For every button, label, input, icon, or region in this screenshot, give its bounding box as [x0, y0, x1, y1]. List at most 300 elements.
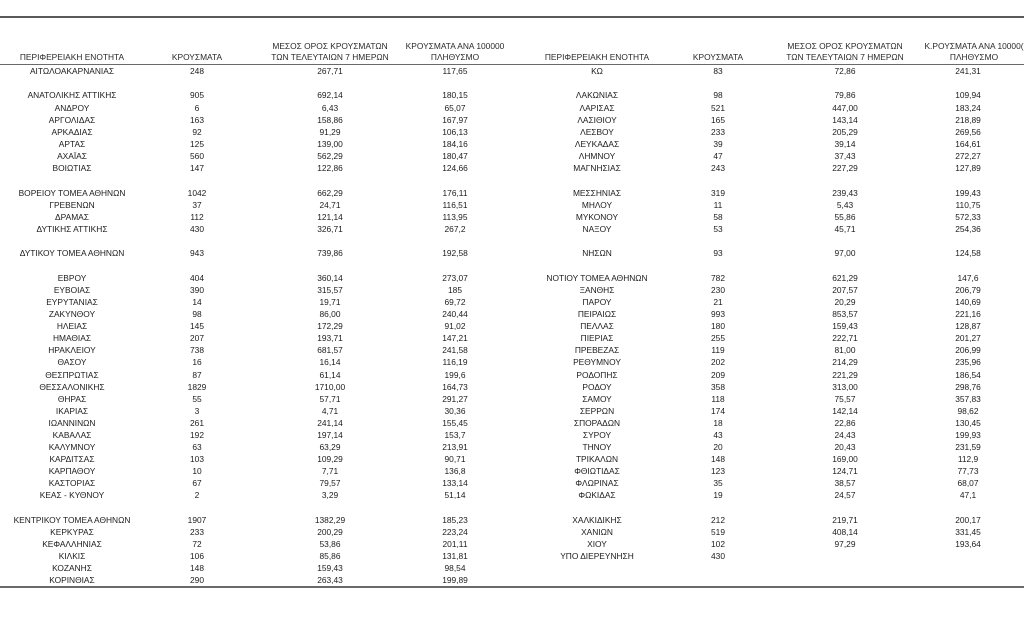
per100k-cell: 206,79 — [955, 284, 981, 295]
per100k-cell: 200,17 — [955, 514, 981, 525]
per100k-cell: 199,6 — [444, 369, 466, 380]
avg7-cell: 621,29 — [832, 272, 858, 283]
table-row — [0, 453, 512, 465]
avg7-cell: 169,00 — [832, 454, 858, 465]
avg7-cell: 5,43 — [836, 199, 854, 210]
cases-cell: 83 — [713, 66, 723, 76]
table-row — [512, 417, 1024, 429]
table-row — [512, 150, 1024, 162]
per100k-cell: 164,61 — [955, 138, 981, 149]
header-avg7-line2: ΤΩΝ ΤΕΛΕΥΤΑΙΩΝ 7 ΗΜΕΡΩΝ — [271, 52, 389, 62]
region-cell: ΧΙΟΥ — [587, 539, 607, 550]
region-cell: ΚΟΖΑΝΗΣ — [52, 563, 92, 574]
per100k-cell: 65,07 — [444, 102, 466, 113]
avg7-cell: 214,29 — [832, 357, 858, 368]
spacer-row — [0, 259, 512, 271]
per100k-cell: 147,21 — [442, 333, 468, 344]
table-row — [0, 332, 512, 344]
region-cell: ΑΧΑΪΑΣ — [57, 150, 87, 161]
cases-cell: 358 — [711, 381, 725, 392]
region-cell: ΠΡΕΒΕΖΑΣ — [574, 345, 620, 356]
region-cell: ΚΑΡΠΑΘΟΥ — [48, 466, 96, 477]
cases-cell: 6 — [194, 102, 200, 113]
header-per100k — [395, 41, 515, 63]
avg7-cell: 97,29 — [834, 539, 856, 550]
avg7-cell: 143,14 — [832, 114, 858, 125]
region-cell: ΜΕΣΣΗΝΙΑΣ — [572, 187, 622, 198]
table-row — [0, 393, 512, 405]
cases-cell: 738 — [190, 345, 204, 356]
region-cell: ΚΙΛΚΙΣ — [58, 551, 86, 562]
region-cell: ΚΕΦΑΛΛΗΝΙΑΣ — [42, 539, 102, 550]
region-cell: ΠΕΛΛΑΣ — [580, 321, 614, 332]
cases-cell: 243 — [711, 163, 725, 174]
cases-cell: 118 — [711, 393, 725, 404]
per100k-cell: 235,96 — [955, 357, 981, 368]
per100k-cell: 117,65 — [442, 66, 468, 76]
table-row — [512, 514, 1024, 526]
per100k-cell: 140,69 — [955, 296, 981, 307]
cases-cell: 43 — [713, 430, 723, 440]
cases-cell: 14 — [192, 296, 202, 307]
avg7-cell: 207,57 — [832, 284, 858, 295]
table-row — [0, 223, 512, 235]
per100k-cell: 231,59 — [955, 442, 981, 453]
avg7-cell: 38,57 — [834, 478, 856, 489]
avg7-cell: 55,86 — [834, 211, 856, 222]
region-cell: ΛΑΚΩΝΙΑΣ — [575, 90, 619, 101]
table-row — [0, 114, 512, 126]
cases-cell: 404 — [190, 272, 204, 283]
avg7-cell: 562,29 — [317, 150, 343, 161]
avg7-cell: 19,71 — [319, 296, 341, 307]
region-cell: ΣΠΟΡΑΔΩΝ — [573, 417, 621, 428]
cases-cell: 519 — [711, 527, 725, 538]
table-row — [512, 405, 1024, 417]
cases-cell: 430 — [711, 551, 725, 562]
region-cell: ΛΕΥΚΑΔΑΣ — [574, 138, 620, 149]
table-row — [512, 332, 1024, 344]
avg7-cell: 158,86 — [317, 114, 343, 125]
header-cases: ΚΡΟΥΣΜΑΤΑ — [171, 52, 223, 62]
region-cell: ΕΥΡΥΤΑΝΙΑΣ — [46, 296, 98, 307]
per100k-cell: 155,45 — [442, 417, 468, 428]
region-cell: ΚΩ — [591, 66, 603, 76]
spacer-row — [0, 502, 512, 514]
table-row — [0, 465, 512, 477]
per100k-cell: 68,07 — [957, 478, 979, 489]
avg7-cell: 227,29 — [832, 163, 858, 174]
region-cell: ΣΑΜΟΥ — [582, 393, 612, 404]
table-row — [512, 65, 1024, 77]
header-region: ΠΕΡΙΦΕΡΕΙΑΚΗ ΕΝΟΤΗΤΑ — [19, 52, 125, 62]
cases-cell: 165 — [711, 114, 725, 125]
avg7-cell: 239,43 — [832, 187, 858, 198]
per100k-cell: 218,89 — [955, 114, 981, 125]
table-row — [512, 89, 1024, 101]
per100k-cell: 164,73 — [442, 381, 468, 392]
table-row — [512, 453, 1024, 465]
avg7-cell: 360,14 — [317, 272, 343, 283]
region-cell: ΒΟΡΕΙΟΥ ΤΟΜΕΑ ΑΘΗΝΩΝ — [18, 187, 126, 198]
per100k-cell: 98,62 — [957, 405, 979, 416]
table-row — [0, 441, 512, 453]
table-row — [0, 405, 512, 417]
avg7-cell: 97,00 — [834, 248, 856, 259]
region-cell: ΘΗΡΑΣ — [57, 393, 87, 404]
region-cell: ΘΕΣΠΡΩΤΙΑΣ — [45, 369, 99, 380]
per100k-cell: 192,58 — [442, 248, 468, 259]
region-cell: ΦΩΚΙΔΑΣ — [578, 490, 616, 501]
per100k-cell: 124,58 — [955, 248, 981, 259]
avg7-cell: 447,00 — [832, 102, 858, 113]
spacer-row — [512, 235, 1024, 247]
per100k-cell: 223,24 — [442, 527, 468, 538]
region-cell: ΙΩΑΝΝΙΝΩΝ — [48, 417, 96, 428]
table-row — [0, 381, 512, 393]
cases-cell: 993 — [711, 309, 725, 320]
header-avg7-line2: ΤΩΝ ΤΕΛΕΥΤΑΙΩΝ 7 ΗΜΕΡΩΝ — [786, 52, 904, 62]
per100k-cell: 199,89 — [442, 575, 468, 586]
per100k-cell: 201,27 — [955, 333, 981, 344]
avg7-cell: 200,29 — [317, 527, 343, 538]
table-row — [512, 538, 1024, 550]
header-cases: ΚΡΟΥΣΜΑΤΑ — [692, 52, 744, 62]
avg7-cell: 20,29 — [834, 296, 856, 307]
cases-cell: 21 — [713, 296, 723, 307]
avg7-cell: 121,14 — [317, 211, 343, 222]
cases-cell: 63 — [192, 442, 202, 453]
per100k-cell: 185,23 — [442, 514, 468, 525]
per100k-cell: 572,33 — [955, 211, 981, 222]
table-row — [0, 162, 512, 174]
table-row — [0, 514, 512, 526]
per100k-cell: 180,15 — [442, 90, 468, 101]
region-cell: ΓΡΕΒΕΝΩΝ — [49, 199, 95, 210]
per100k-cell: 272,27 — [955, 150, 981, 161]
cases-cell: 261 — [190, 417, 204, 428]
cases-cell: 202 — [711, 357, 725, 368]
cases-cell: 430 — [190, 223, 204, 234]
region-cell: ΛΑΡΙΣΑΣ — [579, 102, 615, 113]
avg7-cell: 853,57 — [832, 309, 858, 320]
spacer-row — [0, 235, 512, 247]
per100k-cell: 176,11 — [442, 187, 468, 198]
table-row — [0, 272, 512, 284]
avg7-cell: 53,86 — [319, 539, 341, 550]
region-cell: ΕΒΡΟΥ — [57, 272, 87, 283]
table-row — [512, 356, 1024, 368]
per100k-cell: 199,43 — [955, 187, 981, 198]
avg7-cell: 315,57 — [317, 284, 343, 295]
region-cell: ΑΡΓΟΛΙΔΑΣ — [48, 114, 96, 125]
avg7-cell: 159,43 — [832, 321, 858, 332]
per100k-cell: 221,16 — [955, 309, 981, 320]
avg7-cell: 681,57 — [317, 345, 343, 356]
region-cell: ΗΛΕΙΑΣ — [56, 321, 88, 332]
region-cell: ΠΕΙΡΑΙΩΣ — [577, 309, 617, 320]
table-row — [512, 247, 1024, 259]
table-row — [0, 89, 512, 101]
per100k-cell: 98,54 — [444, 563, 466, 574]
avg7-cell: 408,14 — [832, 527, 858, 538]
cases-cell: 98 — [713, 90, 723, 101]
avg7-cell: 3,29 — [321, 490, 339, 501]
per100k-cell: 113,95 — [442, 211, 468, 222]
table-row — [512, 477, 1024, 489]
avg7-cell: 313,00 — [832, 381, 858, 392]
cases-cell: 248 — [190, 66, 204, 76]
per100k-cell: 180,47 — [442, 150, 468, 161]
per100k-cell: 193,64 — [955, 539, 981, 550]
avg7-cell: 172,29 — [317, 321, 343, 332]
per100k-cell: 273,07 — [442, 272, 468, 283]
header-per100k-line2: ΠΛΗΘΥΣΜΟ — [430, 52, 480, 62]
cases-cell: 1907 — [187, 514, 207, 525]
cases-cell: 3 — [194, 405, 200, 416]
cases-cell: 53 — [713, 223, 723, 234]
avg7-cell: 79,86 — [834, 90, 856, 101]
per100k-cell: 127,89 — [955, 163, 981, 174]
cases-cell: 192 — [190, 430, 204, 440]
table-row — [512, 102, 1024, 114]
cases-cell: 212 — [711, 514, 725, 525]
region-cell: ΚΑΣΤΟΡΙΑΣ — [48, 478, 96, 489]
region-cell: ΑΝΔΡΟΥ — [54, 102, 90, 113]
cases-cell: 290 — [190, 575, 204, 586]
spacer-row — [512, 502, 1024, 514]
per100k-cell: 90,71 — [444, 454, 466, 465]
region-cell: ΑΝΑΤΟΛΙΚΗΣ ΑΤΤΙΚΗΣ — [27, 90, 117, 101]
per100k-cell: 167,97 — [442, 114, 468, 125]
cases-cell: 943 — [190, 248, 204, 259]
table-row — [512, 138, 1024, 150]
header-per100k — [912, 41, 1024, 63]
region-cell: ΚΕΝΤΡΙΚΟΥ ΤΟΜΕΑ ΑΘΗΝΩΝ — [13, 514, 131, 525]
per100k-cell: 331,45 — [955, 527, 981, 538]
per100k-cell: 199,93 — [955, 430, 981, 440]
cases-cell: 11 — [713, 199, 723, 210]
cases-cell: 148 — [711, 454, 725, 465]
per100k-cell: 130,45 — [955, 417, 981, 428]
region-cell: ΣΥΡΟΥ — [582, 430, 612, 440]
cases-cell: 1829 — [187, 381, 207, 392]
table-row — [0, 65, 512, 77]
per100k-cell: 153,7 — [444, 430, 466, 440]
region-cell: ΤΡΙΚΑΛΩΝ — [575, 454, 619, 465]
table-row — [0, 356, 512, 368]
avg7-cell: 142,14 — [832, 405, 858, 416]
avg7-cell: 109,29 — [317, 454, 343, 465]
per100k-cell: 357,83 — [955, 393, 981, 404]
region-cell: ΛΗΜΝΟΥ — [578, 150, 616, 161]
avg7-cell: 7,71 — [321, 466, 339, 477]
region-cell: ΤΗΝΟΥ — [582, 442, 612, 453]
table-row — [0, 562, 512, 574]
avg7-cell: 24,71 — [319, 199, 341, 210]
avg7-cell: 4,71 — [321, 405, 339, 416]
avg7-cell: 139,00 — [317, 138, 343, 149]
avg7-cell: 124,71 — [832, 466, 858, 477]
per100k-cell: 269,56 — [955, 126, 981, 137]
per100k-cell: 51,14 — [444, 490, 466, 501]
table-row — [512, 369, 1024, 381]
table-row — [512, 393, 1024, 405]
table-row — [512, 526, 1024, 538]
region-cell: ΦΘΙΩΤΙΔΑΣ — [574, 466, 620, 477]
cases-cell: 207 — [190, 333, 204, 344]
header-per100k-line2: ΠΛΗΘΥΣΜΟ — [949, 52, 999, 62]
right-table — [512, 40, 1024, 562]
avg7-cell: 1382,29 — [314, 514, 346, 525]
cases-cell: 39 — [713, 138, 723, 149]
avg7-cell: 326,71 — [317, 223, 343, 234]
avg7-cell: 22,86 — [834, 417, 856, 428]
per100k-cell: 241,58 — [442, 345, 468, 356]
table-row — [0, 308, 512, 320]
avg7-cell: 72,86 — [834, 66, 856, 76]
header-avg7-line1: ΜΕΣΟΣ ΟΡΟΣ ΚΡΟΥΣΜΑΤΩΝ — [272, 41, 388, 51]
cases-cell: 209 — [711, 369, 725, 380]
table-row — [512, 272, 1024, 284]
per100k-cell: 184,16 — [442, 138, 468, 149]
table-row — [512, 441, 1024, 453]
region-cell: ΝΟΤΙΟΥ ΤΟΜΕΑ ΑΘΗΝΩΝ — [546, 272, 648, 283]
table-row — [512, 465, 1024, 477]
avg7-cell: 205,29 — [832, 126, 858, 137]
avg7-cell: 24,43 — [834, 430, 856, 440]
cases-cell: 180 — [711, 321, 725, 332]
spacer-row — [512, 174, 1024, 186]
region-cell: ΑΙΤΩΛΟΑΚΑΡΝΑΝΙΑΣ — [29, 66, 115, 76]
avg7-cell: 24,57 — [834, 490, 856, 501]
cases-cell: 19 — [713, 490, 723, 501]
table-row — [512, 344, 1024, 356]
cases-cell: 319 — [711, 187, 725, 198]
region-cell: ΛΑΣΙΘΙΟΥ — [577, 114, 617, 125]
per100k-cell: 110,75 — [955, 199, 981, 210]
header-region: ΠΕΡΙΦΕΡΕΙΑΚΗ ΕΝΟΤΗΤΑ — [544, 52, 650, 62]
per100k-cell: 147,6 — [957, 272, 979, 283]
region-cell: ΜΑΓΝΗΣΙΑΣ — [573, 163, 621, 174]
per100k-cell: 206,99 — [955, 345, 981, 356]
cases-cell: 390 — [190, 284, 204, 295]
region-cell: ΥΠΟ ΔΙΕΡΕΥΝΗΣΗ — [560, 551, 634, 562]
cases-cell: 255 — [711, 333, 725, 344]
avg7-cell: 122,86 — [317, 163, 343, 174]
table-row — [0, 199, 512, 211]
region-cell: ΑΡΚΑΔΙΑΣ — [51, 126, 93, 137]
header-per100k-line1: Κ.ΡΟΥΣΜΑΤΑ ΑΝΑ 10000( — [924, 41, 1024, 51]
region-cell: ΔΥΤΙΚΟΥ ΤΟΜΕΑ ΑΘΗΝΩΝ — [19, 248, 125, 259]
per100k-cell: 240,44 — [442, 309, 468, 320]
region-cell: ΧΑΝΙΩΝ — [581, 527, 613, 538]
avg7-cell: 37,43 — [834, 150, 856, 161]
cases-cell: 35 — [713, 478, 723, 489]
top-divider — [0, 16, 1024, 18]
region-cell: ΛΕΣΒΟΥ — [580, 126, 614, 137]
per100k-cell: 109,94 — [955, 90, 981, 101]
table-row — [512, 211, 1024, 223]
avg7-cell: 221,29 — [832, 369, 858, 380]
region-cell: ΘΕΣΣΑΛΟΝΙΚΗΣ — [39, 381, 105, 392]
region-cell: ΗΡΑΚΛΕΙΟΥ — [48, 345, 96, 356]
per100k-cell: 254,36 — [955, 223, 981, 234]
per100k-cell: 186,54 — [955, 369, 981, 380]
table-row — [0, 538, 512, 550]
region-cell: ΡΕΘΥΜΝΟΥ — [573, 357, 621, 368]
region-cell: ΕΥΒΟΙΑΣ — [53, 284, 91, 295]
table-row — [0, 150, 512, 162]
region-cell: ΑΡΤΑΣ — [58, 138, 86, 149]
cases-cell: 233 — [711, 126, 725, 137]
table-row — [0, 344, 512, 356]
per100k-cell: 124,66 — [442, 163, 468, 174]
cases-cell: 112 — [190, 211, 204, 222]
region-cell: ΗΜΑΘΙΑΣ — [52, 333, 92, 344]
table-row — [512, 199, 1024, 211]
cases-cell: 174 — [711, 405, 725, 416]
table-row — [512, 162, 1024, 174]
header-avg7-line1: ΜΕΣΟΣ ΟΡΟΣ ΚΡΟΥΣΜΑΤΩΝ — [787, 41, 903, 51]
region-cell: ΚΕΑΣ - ΚΥΘΝΟΥ — [39, 490, 105, 501]
table-row — [0, 138, 512, 150]
left-table — [0, 40, 512, 587]
avg7-cell: 85,86 — [319, 551, 341, 562]
table-row — [0, 574, 512, 586]
avg7-cell: 267,71 — [317, 66, 343, 76]
table-row — [512, 296, 1024, 308]
per100k-cell: 241,31 — [955, 66, 981, 76]
cases-cell: 119 — [711, 345, 725, 356]
per100k-cell: 30,36 — [444, 405, 466, 416]
cases-cell: 163 — [190, 114, 204, 125]
cases-cell: 98 — [192, 309, 202, 320]
region-cell: ΚΑΒΑΛΑΣ — [52, 430, 92, 440]
region-cell: ΜΗΛΟΥ — [581, 199, 613, 210]
table-row — [0, 320, 512, 332]
cases-cell: 37 — [192, 199, 202, 210]
avg7-cell: 63,29 — [319, 442, 341, 453]
cases-cell: 905 — [190, 90, 204, 101]
region-cell: ΜΥΚΟΝΟΥ — [575, 211, 619, 222]
table-row — [0, 211, 512, 223]
spacer-row — [512, 77, 1024, 89]
cases-cell: 233 — [190, 527, 204, 538]
avg7-cell: 75,57 — [834, 393, 856, 404]
per100k-cell: 213,91 — [442, 442, 468, 453]
region-cell: ΔΥΤΙΚΗΣ ΑΤΤΙΚΗΣ — [36, 223, 108, 234]
avg7-cell: 219,71 — [832, 514, 858, 525]
cases-cell: 145 — [190, 321, 204, 332]
cases-cell: 123 — [711, 466, 725, 477]
region-cell: ΝΑΞΟΥ — [582, 223, 612, 234]
table-row — [512, 308, 1024, 320]
region-cell: ΞΑΝΘΗΣ — [579, 284, 615, 295]
table-row — [0, 477, 512, 489]
cases-cell: 87 — [192, 369, 202, 380]
cases-cell: 560 — [190, 150, 204, 161]
per100k-cell: 183,24 — [955, 102, 981, 113]
table-row — [0, 489, 512, 501]
avg7-cell: 662,29 — [317, 187, 343, 198]
region-cell: ΡΟΔΟΥ — [582, 381, 612, 392]
cases-cell: 106 — [190, 551, 204, 562]
table-row — [0, 102, 512, 114]
avg7-cell: 81,00 — [834, 345, 856, 356]
table-row — [512, 381, 1024, 393]
left-table-header — [0, 40, 512, 65]
